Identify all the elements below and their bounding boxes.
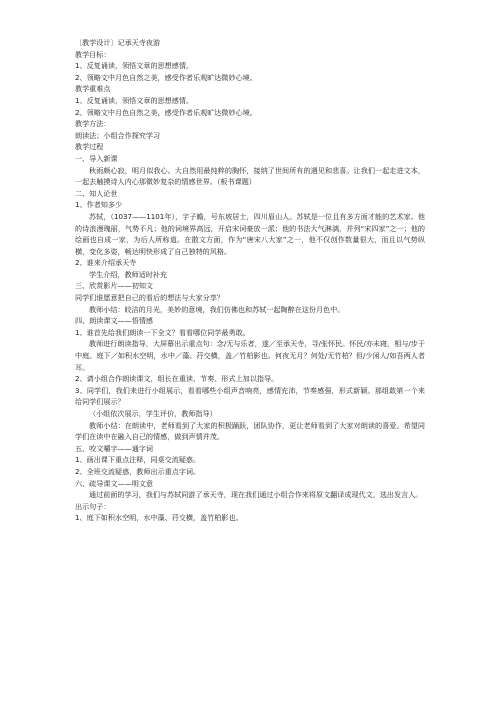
paragraph: 教师进行朗读指导，大屏幕出示重点句：念/无与乐者，遂／至承天寺，寻/张怀民。怀民/亦未寝，相与/步于中庭。庭下／如积水空明，水中／藻、荇交横，盖／竹柏影也。何夜无月？何处/无竹柏？但/少闲人/如吾两人者耳。	[75, 339, 425, 372]
goals-heading: 教学目标：	[75, 49, 111, 59]
paragraph: 秋雨颇心寂，明月似我心。大自然用最纯粹的胸怀，接纳了世间所有的遇见和悲喜。让我们一起走进文本，一起去触摸诗人内心那微妙复杂的情感世界。（板书课题）	[75, 165, 425, 187]
list-item: 1、谁首先给我们朗读一下全文？看看哪位同学最勇敢。	[75, 327, 250, 337]
teacher-summary: 教师小结：皎洁的月光，美妙的意境，我们仿佛也和苏轼一起陶醉在这份月色中。	[89, 304, 345, 314]
teacher-summary: 教师小结：在朗读中，老师看到了大家的积极踊跃，团队协作，更让老师看到了大家对朗读的喜爱。希望同学们在读中在融入自己的情感，做到声情并茂。	[75, 420, 425, 442]
list-item: 2、全班交流疑惑，教师出示重点字词。	[75, 466, 201, 476]
focus-item: 1、反复诵读，领悟文章的思想感情。	[75, 95, 194, 105]
paragraph: 苏轼，（1037——1101年），字子瞻，号东坡居士，四川眉山人。苏轼是一位且有多方面才能的艺术家。他的诗浪漫瑰丽，气势不凡；他的词境界高远，开启宋词豪放一派；他的书法大气淋漓，并列“宋四家”之一；他的绘画也自成一家，为后人所称道。在散文方面，作为“唐宋八大家”之一，他不仅创作数量很大，而且以气势纵横，变化多姿，畅达明快形成了自己独特的风格。	[75, 211, 425, 256]
question: 同学们谁愿意把自己的看后的想法与大家分享？	[75, 293, 224, 303]
section-heading: 六、疏导课文——明文意	[75, 478, 154, 488]
list-item: 1、庭下如积水空明，水中藻、荇交横，盖竹柏影也。	[75, 513, 243, 523]
process-heading: 教学过程	[75, 142, 104, 152]
list-item: 2、请小组合作朗读课文，组长在重读、节奏、形式上加以指导。	[75, 374, 279, 384]
note: （小组依次展示，学生评价，教师指导）	[89, 409, 217, 418]
paragraph: 通过前面的学习，我们与苏轼同游了承天寺，现在我们通过小组合作来将原文翻译成现代文，选出发言人。	[89, 490, 423, 500]
list-item: 1、画出课下重点注释，同桌交流疑惑。	[75, 455, 201, 465]
method-heading: 教学方法：	[75, 119, 111, 129]
section-heading: 三、欣赏影片——初知文	[75, 281, 154, 291]
method-text: 朗读法；小组合作探究学习	[75, 130, 161, 140]
list-item: 3、同学们，我们来进行小组展示，看看哪些小组声音响亮，感情充沛，节奏感强，形式新颖。那组敢第一个来给同学们展示？	[75, 385, 425, 407]
focus-heading: 教学重难点	[75, 84, 111, 94]
section-heading: 一、导入新课	[75, 153, 118, 163]
goal-item: 1、反复诵读，领悟文章的思想感情。	[75, 61, 194, 71]
subsection-heading: 1、作者知多少	[75, 200, 123, 210]
section-heading: 四、朗读课文——悟情感	[75, 316, 154, 326]
goal-item: 2、领略文中月色自然之美，感受作者乐观旷达微妙心境。	[75, 72, 257, 82]
note: 学生介绍，教师适时补充	[89, 269, 168, 279]
section-heading: 二、知人论世	[75, 188, 118, 198]
focus-item: 2、领略文中月色自然之美，感受作者乐观旷达微妙心境。	[75, 107, 257, 117]
label: 出示句子：	[75, 501, 111, 511]
document-body	[75, 37, 425, 524]
section-heading: 五、咬文嚼字——通字词	[75, 443, 154, 453]
subsection-heading: 2、谁来介绍承天寺	[75, 258, 137, 268]
doc-title: 〔教学设计〕记承天寺夜游	[75, 38, 161, 47]
